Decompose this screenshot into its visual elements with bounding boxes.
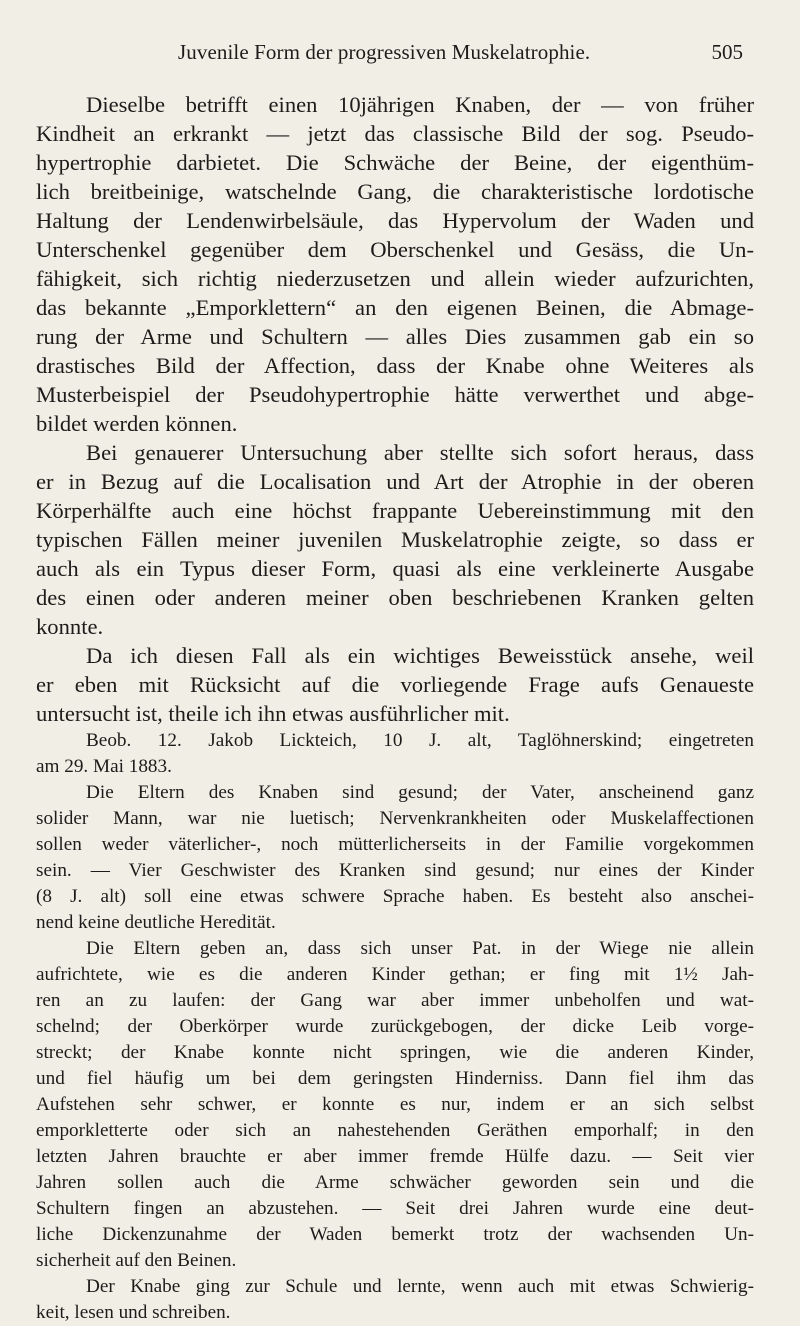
case-report-paragraph — [36, 1274, 754, 1326]
text-line: er eben mit Rücksicht auf die vorliegende Frage aufs Genaueste — [36, 672, 754, 697]
text-line: Musterbeispiel der Pseudohypertrophie hätte verwerthet und abge- — [36, 382, 754, 407]
text-line: Aufstehen sehr schwer, er konnte es nur, indem er an sich selbst — [36, 1094, 754, 1115]
text-line: Die Eltern des Knaben sind gesund; der Vater, anscheinend ganz — [86, 782, 754, 803]
page-number: 505 — [711, 40, 743, 64]
text-line: rung der Arme und Schultern — alles Dies zusammen gab ein so — [36, 324, 754, 349]
text-line: letzten Jahren brauchte er aber immer fremde Hülfe dazu. — Seit vier — [36, 1146, 754, 1167]
main-paragraph — [36, 438, 754, 641]
text-line: streckt; der Knabe konnte nicht springen, wie die anderen Kinder, — [36, 1042, 754, 1063]
text-line: am 29. Mai 1883. — [36, 756, 172, 777]
main-text — [36, 90, 754, 728]
text-line: Jahren sollen auch die Arme schwächer geworden sein und die — [36, 1172, 754, 1193]
text-line: drastisches Bild der Affection, dass der Knabe ohne Weiteres als — [36, 353, 754, 378]
text-line: des einen oder anderen meiner oben beschriebenen Kranken gelten — [36, 585, 754, 610]
text-line: er in Bezug auf die Localisation und Art der Atrophie in der oberen — [36, 469, 754, 494]
case-report-paragraph — [36, 780, 754, 936]
text-line: hypertrophie darbietet. Die Schwäche der Beine, der eigenthüm- — [36, 150, 754, 175]
text-line: Schultern fingen an abzustehen. — Seit drei Jahren wurde eine deut- — [36, 1198, 754, 1219]
text-line: Körperhälfte auch eine höchst frappante Uebereinstimmung mit den — [36, 498, 754, 523]
text-line: und fiel häufig um bei dem geringsten Hinderniss. Dann fiel ihm das — [36, 1068, 754, 1089]
text-line: fähigkeit, sich richtig niederzusetzen und allein wieder aufzurichten, — [36, 266, 754, 291]
text-line: aufrichtete, wie es die anderen Kinder gethan; er fing mit 1½ Jah- — [36, 964, 754, 985]
text-line: schelnd; der Oberkörper wurde zurückgebogen, der dicke Leib vorge- — [36, 1016, 754, 1037]
case-report — [36, 728, 754, 1326]
case-report-paragraph — [36, 936, 754, 1274]
running-title: Juvenile Form der progressiven Muskelatrophie. — [178, 40, 591, 64]
text-line: emporkletterte oder sich an nahestehenden Geräthen emporhalf; in den — [36, 1120, 754, 1141]
text-line: Haltung der Lendenwirbelsäule, das Hypervolum der Waden und — [36, 208, 754, 233]
text-line: untersucht ist, theile ich ihn etwas ausführlicher mit. — [36, 701, 510, 726]
text-line: Der Knabe ging zur Schule und lernte, wenn auch mit etwas Schwierig- — [86, 1276, 754, 1297]
page-body — [36, 90, 754, 1326]
text-line: Dieselbe betrifft einen 10jährigen Knaben, der — von früher — [86, 92, 754, 117]
text-line: solider Mann, war nie luetisch; Nervenkrankheiten oder Muskelaffectionen — [36, 808, 754, 829]
main-paragraph — [36, 641, 754, 728]
text-line: nend keine deutliche Heredität. — [36, 912, 276, 933]
text-line: das bekannte „Emporklettern“ an den eigenen Beinen, die Abmage- — [36, 295, 754, 320]
page-header — [0, 40, 800, 70]
main-paragraph — [36, 90, 754, 438]
text-line: bildet werden können. — [36, 411, 238, 436]
text-line: Kindheit an erkrankt — jetzt das classische Bild der sog. Pseudo- — [36, 121, 754, 146]
text-line: auch als ein Typus dieser Form, quasi als eine verkleinerte Ausgabe — [36, 556, 754, 581]
text-line: Die Eltern geben an, dass sich unser Pat. in der Wiege nie allein — [86, 938, 754, 959]
text-line: keit, lesen und schreiben. — [36, 1302, 231, 1323]
text-line: ren an zu laufen: der Gang war aber immer unbeholfen und wat- — [36, 990, 754, 1011]
text-line: liche Dickenzunahme der Waden bemerkt trotz der wachsenden Un- — [36, 1224, 754, 1245]
text-line: Da ich diesen Fall als ein wichtiges Beweisstück ansehe, weil — [86, 643, 754, 668]
text-line: (8 J. alt) soll eine etwas schwere Sprache haben. Es besteht also anschei- — [36, 886, 754, 907]
text-line: Bei genauerer Untersuchung aber stellte sich sofort heraus, dass — [86, 440, 754, 465]
text-line: sicherheit auf den Beinen. — [36, 1250, 237, 1271]
text-line: sein. — Vier Geschwister des Kranken sind gesund; nur eines der Kinder — [36, 860, 754, 881]
text-line: lich breitbeinige, watschelnde Gang, die charakteristische lordotische — [36, 179, 754, 204]
text-line: sollen weder väterlicher-, noch mütterlicherseits in der Familie vorgekommen — [36, 834, 754, 855]
text-line: typischen Fällen meiner juvenilen Muskelatrophie zeigte, so dass er — [36, 527, 754, 552]
text-line: Beob. 12. Jakob Lickteich, 10 J. alt, Taglöhnerskind; eingetreten — [86, 730, 754, 751]
text-line: konnte. — [36, 614, 104, 639]
text-line: Unterschenkel gegenüber dem Oberschenkel und Gesäss, die Un- — [36, 237, 754, 262]
case-report-paragraph — [36, 728, 754, 780]
